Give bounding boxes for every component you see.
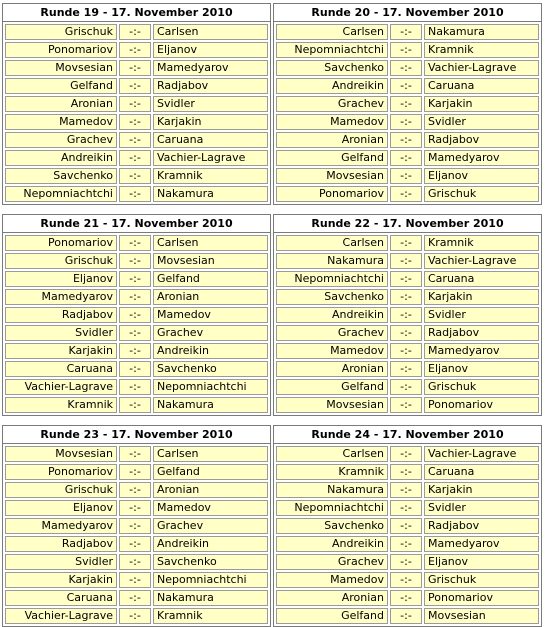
game-score: -:- bbox=[119, 132, 151, 148]
pairing-row bbox=[5, 343, 268, 359]
game-score: -:- bbox=[390, 24, 422, 40]
game-score: -:- bbox=[119, 500, 151, 516]
white-player: Grischuk bbox=[5, 253, 117, 269]
white-player: Carlsen bbox=[276, 446, 388, 462]
white-player: Nepomniachtchi bbox=[276, 500, 388, 516]
black-player: Carlsen bbox=[153, 235, 268, 251]
game-score: -:- bbox=[119, 325, 151, 341]
pairing-row bbox=[5, 24, 268, 40]
black-player: Radjabov bbox=[424, 132, 539, 148]
black-player: Grischuk bbox=[424, 379, 539, 395]
black-player: Eljanov bbox=[424, 361, 539, 377]
black-player: Karjakin bbox=[424, 482, 539, 498]
pairing-row bbox=[276, 343, 539, 359]
pairing-row bbox=[276, 572, 539, 588]
game-score: -:- bbox=[390, 307, 422, 323]
game-score: -:- bbox=[119, 168, 151, 184]
game-score: -:- bbox=[390, 168, 422, 184]
game-score: -:- bbox=[390, 482, 422, 498]
game-score: -:- bbox=[390, 446, 422, 462]
game-score: -:- bbox=[119, 536, 151, 552]
pairings-table bbox=[274, 233, 541, 415]
round-panel-22 bbox=[273, 214, 542, 416]
round-panel-23 bbox=[2, 425, 271, 627]
game-score: -:- bbox=[390, 78, 422, 94]
black-player: Savchenko bbox=[153, 554, 268, 570]
pairing-row bbox=[276, 271, 539, 287]
game-score: -:- bbox=[119, 554, 151, 570]
pairing-row bbox=[276, 186, 539, 202]
pairing-row bbox=[276, 482, 539, 498]
white-player: Ponomariov bbox=[5, 464, 117, 480]
black-player: Karjakin bbox=[153, 114, 268, 130]
game-score: -:- bbox=[390, 590, 422, 606]
white-player: Karjakin bbox=[5, 572, 117, 588]
pairing-row bbox=[5, 554, 268, 570]
pairing-row bbox=[276, 446, 539, 462]
pairing-row bbox=[276, 325, 539, 341]
black-player: Aronian bbox=[153, 482, 268, 498]
white-player: Kramnik bbox=[5, 397, 117, 413]
black-player: Radjabov bbox=[424, 518, 539, 534]
game-score: -:- bbox=[390, 253, 422, 269]
white-player: Savchenko bbox=[276, 518, 388, 534]
white-player: Kramnik bbox=[276, 464, 388, 480]
game-score: -:- bbox=[119, 464, 151, 480]
game-score: -:- bbox=[390, 289, 422, 305]
white-player: Andreikin bbox=[276, 536, 388, 552]
black-player: Svidler bbox=[153, 96, 268, 112]
round-panel-20 bbox=[273, 3, 542, 205]
black-player: Mamedyarov bbox=[424, 536, 539, 552]
pairing-row bbox=[5, 235, 268, 251]
game-score: -:- bbox=[119, 24, 151, 40]
round-panel-24 bbox=[273, 425, 542, 627]
black-player: Ponomariov bbox=[424, 397, 539, 413]
white-player: Eljanov bbox=[5, 271, 117, 287]
pairing-row bbox=[5, 253, 268, 269]
game-score: -:- bbox=[119, 379, 151, 395]
black-player: Grischuk bbox=[424, 572, 539, 588]
white-player: Mamedyarov bbox=[5, 518, 117, 534]
white-player: Vachier-Lagrave bbox=[5, 379, 117, 395]
game-score: -:- bbox=[390, 150, 422, 166]
black-player: Karjakin bbox=[424, 96, 539, 112]
white-player: Ponomariov bbox=[5, 235, 117, 251]
game-score: -:- bbox=[119, 289, 151, 305]
black-player: Caruana bbox=[424, 464, 539, 480]
white-player: Nakamura bbox=[276, 253, 388, 269]
black-player: Gelfand bbox=[153, 271, 268, 287]
white-player: Aronian bbox=[276, 590, 388, 606]
white-player: Svidler bbox=[5, 325, 117, 341]
black-player: Movsesian bbox=[424, 608, 539, 624]
black-player: Svidler bbox=[424, 500, 539, 516]
white-player: Caruana bbox=[5, 590, 117, 606]
game-score: -:- bbox=[119, 42, 151, 58]
black-player: Nakamura bbox=[153, 590, 268, 606]
white-player: Gelfand bbox=[276, 379, 388, 395]
pairings-table bbox=[274, 444, 541, 626]
game-score: -:- bbox=[390, 271, 422, 287]
white-player: Gelfand bbox=[5, 78, 117, 94]
game-score: -:- bbox=[119, 271, 151, 287]
pairings-table bbox=[3, 233, 270, 415]
black-player: Carlsen bbox=[153, 446, 268, 462]
game-score: -:- bbox=[119, 482, 151, 498]
pairings-table bbox=[3, 22, 270, 204]
game-score: -:- bbox=[119, 608, 151, 624]
game-score: -:- bbox=[119, 518, 151, 534]
pairing-row bbox=[5, 78, 268, 94]
black-player: Eljanov bbox=[424, 554, 539, 570]
round-title: Runde 23 - 17. November 2010 bbox=[3, 426, 270, 444]
pairing-row bbox=[276, 132, 539, 148]
round-title: Runde 22 - 17. November 2010 bbox=[274, 215, 541, 233]
game-score: -:- bbox=[119, 343, 151, 359]
pairing-row bbox=[276, 150, 539, 166]
black-player: Nakamura bbox=[153, 397, 268, 413]
black-player: Movsesian bbox=[153, 253, 268, 269]
black-player: Grachev bbox=[153, 518, 268, 534]
pairing-row bbox=[5, 361, 268, 377]
black-player: Radjabov bbox=[424, 325, 539, 341]
game-score: -:- bbox=[390, 572, 422, 588]
black-player: Mamedov bbox=[153, 500, 268, 516]
game-score: -:- bbox=[390, 379, 422, 395]
white-player: Nakamura bbox=[276, 482, 388, 498]
pairing-row bbox=[5, 482, 268, 498]
pairing-row bbox=[5, 114, 268, 130]
pairing-row bbox=[276, 289, 539, 305]
pairing-row bbox=[276, 379, 539, 395]
pairing-row bbox=[276, 60, 539, 76]
round-title: Runde 20 - 17. November 2010 bbox=[274, 4, 541, 22]
white-player: Nepomniachtchi bbox=[5, 186, 117, 202]
black-player: Caruana bbox=[153, 132, 268, 148]
white-player: Andreikin bbox=[276, 78, 388, 94]
pairing-row bbox=[5, 42, 268, 58]
white-player: Radjabov bbox=[5, 536, 117, 552]
white-player: Grachev bbox=[276, 96, 388, 112]
black-player: Vachier-Lagrave bbox=[424, 446, 539, 462]
black-player: Andreikin bbox=[153, 343, 268, 359]
game-score: -:- bbox=[119, 235, 151, 251]
pairing-row bbox=[5, 307, 268, 323]
white-player: Mamedov bbox=[276, 572, 388, 588]
game-score: -:- bbox=[390, 114, 422, 130]
pairing-row bbox=[276, 554, 539, 570]
black-player: Caruana bbox=[424, 78, 539, 94]
game-score: -:- bbox=[390, 397, 422, 413]
game-score: -:- bbox=[119, 150, 151, 166]
game-score: -:- bbox=[119, 590, 151, 606]
game-score: -:- bbox=[390, 96, 422, 112]
pairing-row bbox=[5, 464, 268, 480]
white-player: Nepomniachtchi bbox=[276, 42, 388, 58]
black-player: Gelfand bbox=[153, 464, 268, 480]
black-player: Mamedyarov bbox=[153, 60, 268, 76]
game-score: -:- bbox=[390, 361, 422, 377]
black-player: Svidler bbox=[424, 307, 539, 323]
game-score: -:- bbox=[390, 500, 422, 516]
game-score: -:- bbox=[390, 132, 422, 148]
black-player: Kramnik bbox=[424, 42, 539, 58]
white-player: Ponomariov bbox=[5, 42, 117, 58]
white-player: Mamedov bbox=[276, 114, 388, 130]
pairing-row bbox=[276, 235, 539, 251]
white-player: Carlsen bbox=[276, 235, 388, 251]
black-player: Mamedov bbox=[153, 307, 268, 323]
game-score: -:- bbox=[390, 235, 422, 251]
white-player: Gelfand bbox=[276, 608, 388, 624]
white-player: Karjakin bbox=[5, 343, 117, 359]
pairing-row bbox=[5, 186, 268, 202]
black-player: Grachev bbox=[153, 325, 268, 341]
game-score: -:- bbox=[390, 42, 422, 58]
round-title: Runde 24 - 17. November 2010 bbox=[274, 426, 541, 444]
white-player: Movsesian bbox=[276, 168, 388, 184]
game-score: -:- bbox=[119, 361, 151, 377]
game-score: -:- bbox=[390, 464, 422, 480]
round-title: Runde 21 - 17. November 2010 bbox=[3, 215, 270, 233]
game-score: -:- bbox=[390, 325, 422, 341]
game-score: -:- bbox=[119, 78, 151, 94]
white-player: Movsesian bbox=[5, 446, 117, 462]
white-player: Aronian bbox=[276, 132, 388, 148]
game-score: -:- bbox=[119, 114, 151, 130]
pairing-row bbox=[276, 590, 539, 606]
black-player: Nakamura bbox=[153, 186, 268, 202]
white-player: Mamedov bbox=[5, 114, 117, 130]
white-player: Savchenko bbox=[276, 60, 388, 76]
game-score: -:- bbox=[119, 397, 151, 413]
pairing-row bbox=[5, 446, 268, 462]
white-player: Vachier-Lagrave bbox=[5, 608, 117, 624]
pairing-row bbox=[5, 271, 268, 287]
white-player: Savchenko bbox=[276, 289, 388, 305]
game-score: -:- bbox=[119, 307, 151, 323]
white-player: Grachev bbox=[276, 554, 388, 570]
white-player: Caruana bbox=[5, 361, 117, 377]
pairing-row bbox=[5, 500, 268, 516]
pairing-row bbox=[5, 590, 268, 606]
black-player: Karjakin bbox=[424, 289, 539, 305]
pairing-row bbox=[5, 518, 268, 534]
pairing-row bbox=[5, 572, 268, 588]
pairing-row bbox=[5, 608, 268, 624]
black-player: Grischuk bbox=[424, 186, 539, 202]
black-player: Vachier-Lagrave bbox=[424, 60, 539, 76]
black-player: Kramnik bbox=[153, 608, 268, 624]
white-player: Savchenko bbox=[5, 168, 117, 184]
pairing-row bbox=[5, 96, 268, 112]
pairing-row bbox=[5, 325, 268, 341]
black-player: Savchenko bbox=[153, 361, 268, 377]
black-player: Nepomniachtchi bbox=[153, 572, 268, 588]
white-player: Grischuk bbox=[5, 24, 117, 40]
black-player: Caruana bbox=[424, 271, 539, 287]
white-player: Andreikin bbox=[5, 150, 117, 166]
white-player: Svidler bbox=[5, 554, 117, 570]
white-player: Ponomariov bbox=[276, 186, 388, 202]
pairing-row bbox=[276, 608, 539, 624]
white-player: Eljanov bbox=[5, 500, 117, 516]
pairing-row bbox=[276, 464, 539, 480]
black-player: Vachier-Lagrave bbox=[153, 150, 268, 166]
white-player: Nepomniachtchi bbox=[276, 271, 388, 287]
game-score: -:- bbox=[119, 60, 151, 76]
game-score: -:- bbox=[119, 96, 151, 112]
round-title: Runde 19 - 17. November 2010 bbox=[3, 4, 270, 22]
game-score: -:- bbox=[119, 446, 151, 462]
pairing-row bbox=[5, 379, 268, 395]
black-player: Kramnik bbox=[424, 235, 539, 251]
black-player: Nakamura bbox=[424, 24, 539, 40]
black-player: Carlsen bbox=[153, 24, 268, 40]
black-player: Eljanov bbox=[424, 168, 539, 184]
pairing-row bbox=[5, 132, 268, 148]
pairing-row bbox=[276, 168, 539, 184]
pairing-row bbox=[5, 150, 268, 166]
game-score: -:- bbox=[390, 554, 422, 570]
pairing-row bbox=[276, 518, 539, 534]
black-player: Eljanov bbox=[153, 42, 268, 58]
pairing-row bbox=[5, 60, 268, 76]
round-panel-21 bbox=[2, 214, 271, 416]
white-player: Grischuk bbox=[5, 482, 117, 498]
black-player: Mamedyarov bbox=[424, 150, 539, 166]
pairing-row bbox=[276, 361, 539, 377]
black-player: Aronian bbox=[153, 289, 268, 305]
white-player: Movsesian bbox=[5, 60, 117, 76]
pairing-row bbox=[5, 168, 268, 184]
black-player: Vachier-Lagrave bbox=[424, 253, 539, 269]
pairing-row bbox=[276, 397, 539, 413]
game-score: -:- bbox=[119, 572, 151, 588]
game-score: -:- bbox=[390, 536, 422, 552]
pairing-row bbox=[5, 536, 268, 552]
game-score: -:- bbox=[119, 186, 151, 202]
pairing-row bbox=[276, 78, 539, 94]
pairing-row bbox=[276, 536, 539, 552]
white-player: Aronian bbox=[276, 361, 388, 377]
pairing-row bbox=[276, 307, 539, 323]
white-player: Aronian bbox=[5, 96, 117, 112]
game-score: -:- bbox=[390, 186, 422, 202]
black-player: Nepomniachtchi bbox=[153, 379, 268, 395]
game-score: -:- bbox=[119, 253, 151, 269]
game-score: -:- bbox=[390, 518, 422, 534]
pairings-table bbox=[3, 444, 270, 626]
pairing-row bbox=[276, 500, 539, 516]
pairing-row bbox=[5, 289, 268, 305]
pairing-row bbox=[276, 42, 539, 58]
game-score: -:- bbox=[390, 60, 422, 76]
game-score: -:- bbox=[390, 608, 422, 624]
white-player: Mamedov bbox=[276, 343, 388, 359]
pairing-row bbox=[276, 96, 539, 112]
white-player: Grachev bbox=[5, 132, 117, 148]
game-score: -:- bbox=[390, 343, 422, 359]
round-panel-19 bbox=[2, 3, 271, 205]
pairings-table bbox=[274, 22, 541, 204]
white-player: Andreikin bbox=[276, 307, 388, 323]
white-player: Radjabov bbox=[5, 307, 117, 323]
black-player: Andreikin bbox=[153, 536, 268, 552]
black-player: Radjabov bbox=[153, 78, 268, 94]
pairing-row bbox=[276, 253, 539, 269]
black-player: Svidler bbox=[424, 114, 539, 130]
black-player: Kramnik bbox=[153, 168, 268, 184]
pairing-row bbox=[5, 397, 268, 413]
pairing-row bbox=[276, 114, 539, 130]
white-player: Grachev bbox=[276, 325, 388, 341]
white-player: Movsesian bbox=[276, 397, 388, 413]
white-player: Carlsen bbox=[276, 24, 388, 40]
white-player: Mamedyarov bbox=[5, 289, 117, 305]
black-player: Ponomariov bbox=[424, 590, 539, 606]
pairing-row bbox=[276, 24, 539, 40]
black-player: Mamedyarov bbox=[424, 343, 539, 359]
white-player: Gelfand bbox=[276, 150, 388, 166]
